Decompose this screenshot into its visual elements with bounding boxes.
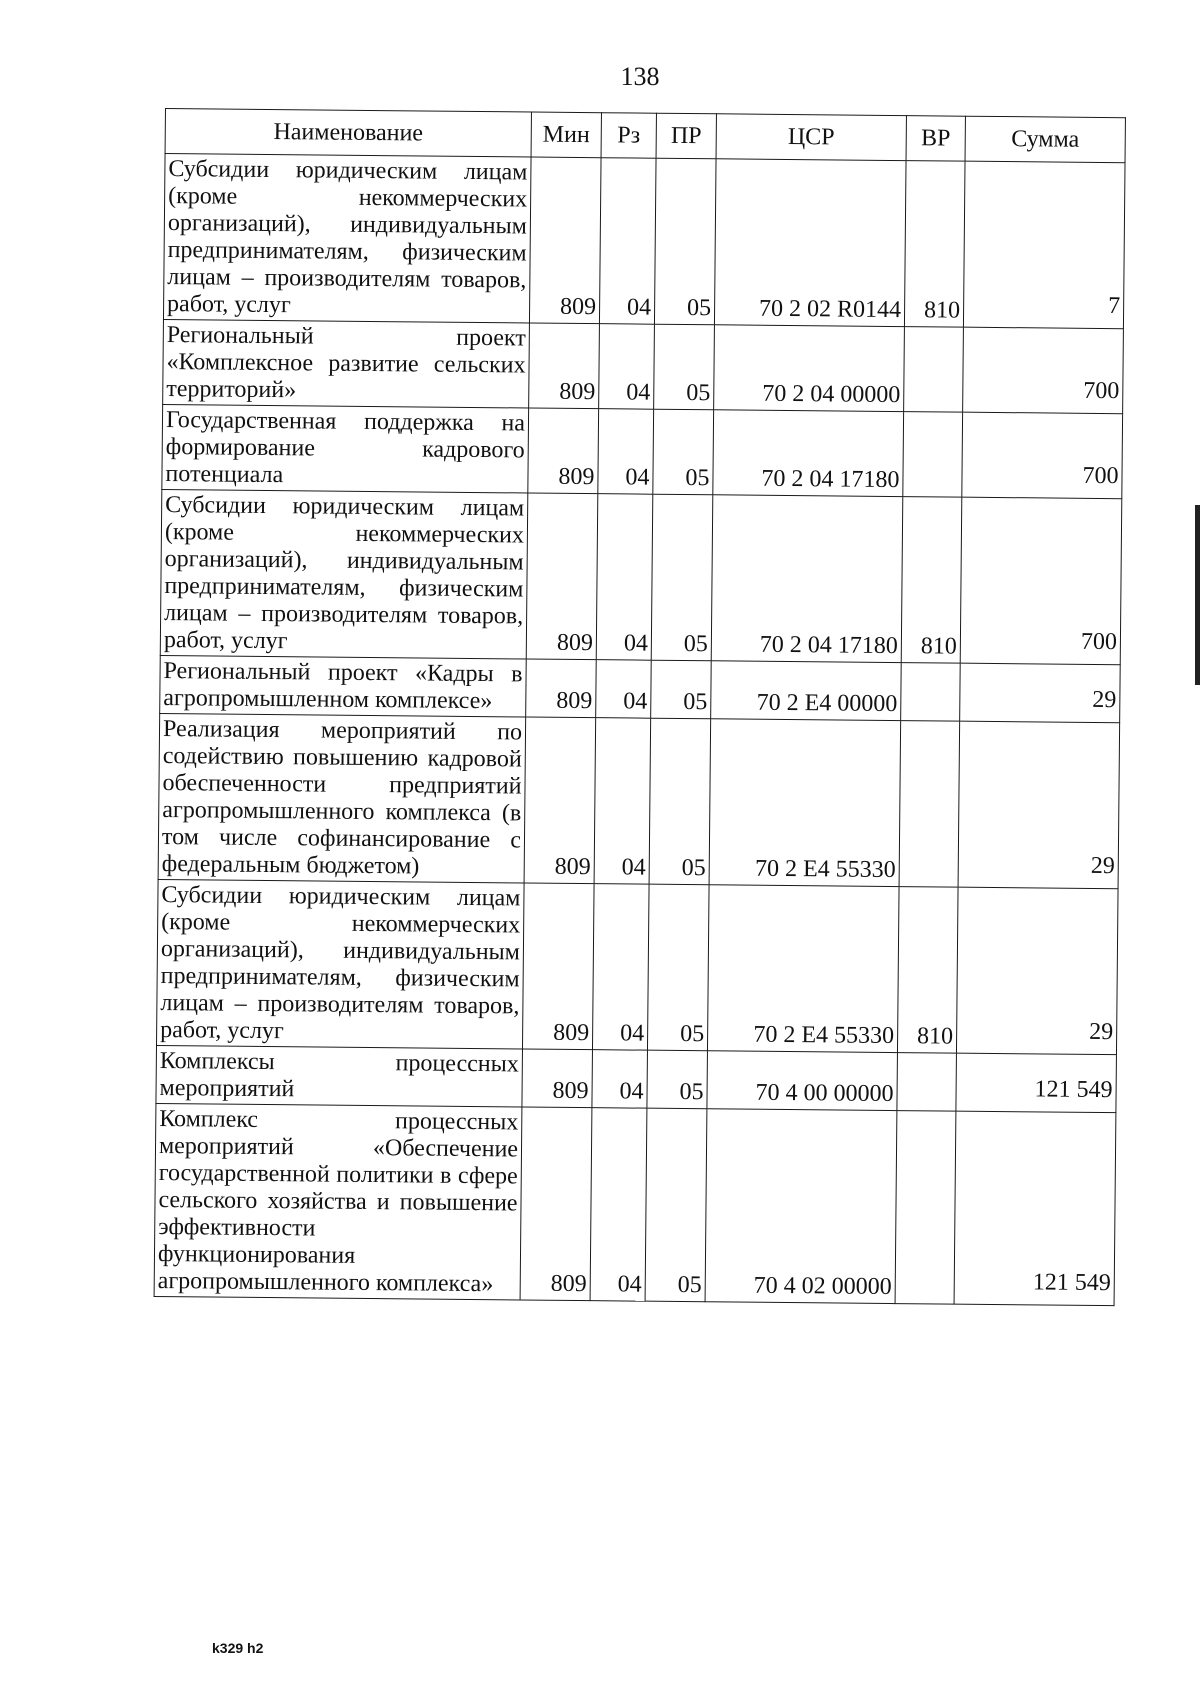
row-name-cell: Комплекс процессных мероприятий «Обеспечение государственной политики в сфере сельского хозяйства и повышение эффективности функционирования агропромышленного комплекса» — [154, 1103, 522, 1300]
row-name-cell: Государственная поддержка на формирование кадрового потенциала — [162, 404, 529, 493]
row-sum-cell: 29 — [958, 721, 1120, 889]
row-rz-cell: 04 — [594, 718, 651, 885]
row-vr-cell — [903, 412, 963, 498]
row-name-cell: Субсидии юридическим лицам (кроме некоммерческих организаций), индивидуальным предпринимателям, физическим лицам – производителям товаров, работ, услуг — [163, 154, 531, 324]
row-csr-cell: 70 4 00 00000 — [707, 1051, 898, 1111]
row-min-cell: 809 — [520, 1107, 592, 1301]
row-csr-cell: 70 2 Е4 00000 — [711, 661, 902, 721]
row-vr-cell — [899, 721, 960, 888]
row-rz-cell: 04 — [590, 1108, 647, 1302]
row-csr-cell: 70 2 04 17180 — [711, 495, 903, 663]
row-sum-cell: 700 — [963, 327, 1124, 414]
row-name-cell: Субсидии юридическим лицам (кроме некоммерческих организаций), индивидуальным предпринимателям, физическим лицам – производителям товаров, работ, услуг — [157, 879, 525, 1049]
row-rz-cell: 04 — [598, 409, 654, 495]
row-min-cell: 809 — [522, 883, 594, 1050]
row-csr-cell: 70 2 04 00000 — [714, 325, 905, 412]
table-row — [160, 489, 1122, 664]
row-name-cell: Реализация мероприятий по содействию повышению кадровой обеспеченности предприятий агропромышленного комплекса (в том числе софинансирование с федеральным бюджетом) — [158, 713, 526, 883]
column-header-min: Мин — [531, 112, 601, 158]
row-vr-cell — [904, 327, 964, 413]
row-sum-cell: 121 549 — [954, 1111, 1116, 1306]
table-row — [162, 404, 1123, 498]
row-vr-cell: 810 — [901, 497, 962, 664]
row-rz-cell: 04 — [599, 158, 656, 325]
table-row — [163, 154, 1125, 329]
column-header-vr: ВР — [906, 116, 965, 162]
row-min-cell: 809 — [524, 717, 596, 884]
column-header-pr: ПР — [656, 113, 716, 159]
row-name-cell: Комплексы процессных мероприятий — [156, 1045, 523, 1107]
row-rz-cell: 04 — [599, 324, 655, 410]
row-sum-cell: 7 — [963, 161, 1125, 329]
row-pr-cell: 05 — [654, 324, 715, 410]
footer-document-code: k329 h2 — [212, 1640, 264, 1656]
row-vr-cell: 810 — [897, 887, 958, 1054]
row-name-cell: Региональный проект «Комплексное развитие сельских территорий» — [163, 319, 530, 408]
row-name-cell: Субсидии юридическим лицам (кроме некоммерческих организаций), индивидуальным предпринимателям, физическим лицам – производителям товаров, работ, услуг — [160, 489, 528, 659]
row-pr-cell: 05 — [651, 494, 713, 661]
table-row — [154, 1103, 1116, 1305]
row-rz-cell: 04 — [596, 660, 652, 719]
row-pr-cell: 05 — [654, 158, 716, 325]
row-pr-cell: 05 — [645, 1108, 707, 1302]
column-header-sum: Сумма — [965, 116, 1125, 163]
row-vr-cell — [895, 1111, 956, 1305]
row-min-cell: 809 — [528, 408, 599, 494]
row-vr-cell — [901, 663, 961, 722]
row-rz-cell: 04 — [592, 884, 649, 1051]
row-csr-cell: 70 2 02 R0144 — [714, 159, 906, 327]
row-pr-cell: 05 — [653, 409, 714, 495]
row-min-cell: 809 — [529, 323, 600, 409]
row-sum-cell: 700 — [960, 497, 1122, 665]
row-rz-cell: 04 — [596, 494, 653, 661]
column-header-csr: ЦСР — [716, 114, 906, 161]
row-csr-cell: 70 4 02 00000 — [705, 1109, 897, 1304]
row-sum-cell: 29 — [956, 887, 1118, 1055]
row-min-cell: 809 — [526, 493, 598, 660]
column-header-rz: Рз — [601, 113, 656, 159]
row-vr-cell — [897, 1053, 957, 1112]
row-csr-cell: 70 2 Е4 55330 — [709, 719, 901, 887]
row-pr-cell: 05 — [649, 718, 711, 885]
row-sum-cell: 29 — [960, 663, 1121, 723]
row-min-cell: 809 — [529, 157, 601, 324]
row-csr-cell: 70 2 Е4 55330 — [707, 885, 899, 1053]
row-sum-cell: 700 — [962, 412, 1123, 499]
row-vr-cell: 810 — [904, 161, 965, 328]
row-name-cell: Региональный проект «Кадры в агропромышленном комплексе» — [160, 655, 527, 717]
table-row — [156, 1045, 1117, 1112]
column-header-name: Наименование — [165, 109, 531, 158]
budget-table — [154, 108, 1126, 1306]
table-row — [160, 655, 1121, 722]
row-pr-cell: 05 — [651, 660, 712, 719]
table-row — [158, 713, 1120, 888]
table-row — [163, 319, 1124, 413]
row-min-cell: 809 — [522, 1049, 593, 1108]
scan-edge-mark — [1195, 505, 1200, 685]
row-csr-cell: 70 2 04 17180 — [713, 410, 904, 497]
page-number: 138 — [620, 62, 660, 91]
row-pr-cell: 05 — [647, 884, 709, 1051]
row-min-cell: 809 — [526, 659, 597, 718]
table-row — [157, 879, 1119, 1054]
row-sum-cell: 121 549 — [956, 1053, 1117, 1113]
row-pr-cell: 05 — [647, 1050, 708, 1109]
row-rz-cell: 04 — [592, 1050, 648, 1109]
